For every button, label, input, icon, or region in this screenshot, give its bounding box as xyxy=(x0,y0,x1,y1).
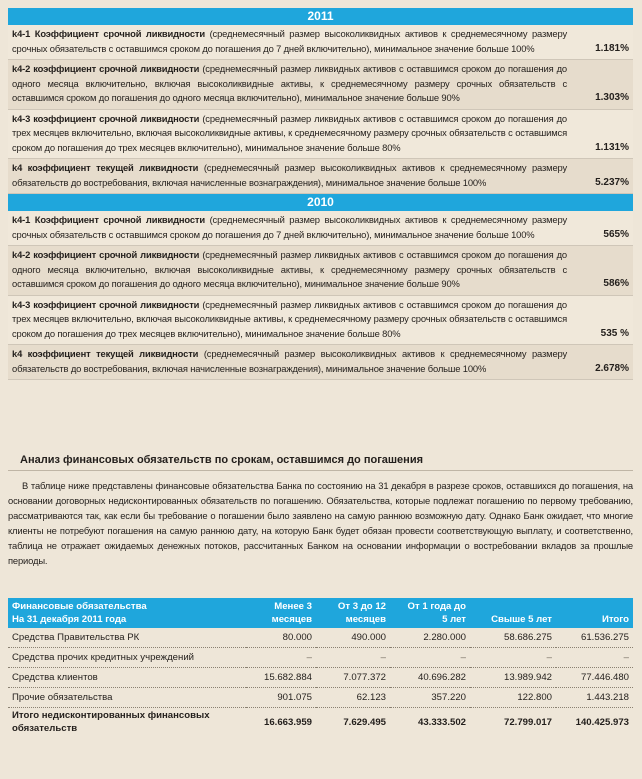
col-header-lt3m: Менее 3 месяцев xyxy=(271,601,312,625)
col-header-over5y: Свыше 5 лет xyxy=(491,614,552,625)
col-header-3-12m: От 3 до 12 месяцев xyxy=(337,601,386,625)
ratio-name: k4 коэффициент текущей ликвидности xyxy=(12,162,199,173)
ratio-row xyxy=(8,110,633,160)
section-divider xyxy=(8,470,633,471)
ratio-desc: (среднемесячный размер ликвидных активов с оставшимся сроком до погашения до трех месяцев включительно, включая высоколиквидные активы, к среднемесячному размеру срочных обязательств с оставшимся сроком до погашения до трех месяцев включительно), минимальное значение больше 80% xyxy=(12,298,567,339)
ratio-name: k4-3 коэффициент срочной ликвидности xyxy=(12,298,200,310)
section-paragraph: В таблице ниже представлены финансовые обязательства Банка по состоянию на 31 декабря в разрезе сроков, оставшихся до погашения, на основании договорных недисконтированных обязательств по погашению. Обязательства, которые подлежат погашению по первому требованию, рассматриваются так, как если бы требование о погашении было заявлено на самую раннюю возможную дату. Однако Банк ожидает, что многие клиенты не потребуют погашения на самую раннюю дату, на которую Банк будет обязан провести соответствующую выплату, и соответственно, таблица не отражает ожидаемых денежных потоков, рассчитанных Банком на основании информации о востребовании вкладов за прошлые периоды. xyxy=(8,480,633,566)
ratio-value: 1.181% xyxy=(595,42,629,54)
table-row: Средства клиентов 15.682.884 7.077.372 40.696.282 13.989.942 77.446.480 xyxy=(8,668,633,688)
section-title: Анализ финансовых обязательств по срокам, оставшимся до погашения xyxy=(20,454,423,466)
ratio-desc: (среднемесячный размер ликвидных активов с оставшимся сроком до погашения до одного месяца включительно, включая высоколиквидные активы, к среднемесячному размеру срочных обязательств с оставшимся сроком до погашения до одного месяца включительно), минимальное значение больше 90% xyxy=(12,249,567,289)
col-header-1-5y: От 1 года до 5 лет xyxy=(407,601,466,625)
ratio-row xyxy=(8,159,633,194)
table-row: Средства Правительства РК 80.000 490.000 2.280.000 58.686.275 61.536.275 xyxy=(8,628,633,648)
ratio-value: 586% xyxy=(603,278,629,289)
liquidity-ratios xyxy=(8,8,633,380)
ratio-value: 1.303% xyxy=(595,92,629,103)
ratio-desc: (среднемесячный размер высоколиквидных активов к среднемесячному размеру обязательств до востребования, включая начисленные вознаграждения), минимальное значение больше 100% xyxy=(12,348,567,374)
table-row: Средства прочих кредитных учреждений – – – – – xyxy=(8,648,633,668)
ratio-row xyxy=(8,60,633,110)
ratio-desc: (среднемесячный размер высоколиквидных активов к среднемесячному размеру обязательств до востребования, включая начисленные вознаграждения), минимальное значение больше 100% xyxy=(12,162,567,188)
ratio-value: 535 % xyxy=(600,327,629,339)
ratio-value: 2.678% xyxy=(595,362,629,374)
ratio-name: k4-2 коэффициент срочной ликвидности xyxy=(12,249,200,260)
liabilities-table xyxy=(8,598,633,736)
ratio-value: 1.131% xyxy=(595,141,629,153)
ratio-value: 5.237% xyxy=(595,176,629,188)
ratio-desc: (среднемесячный размер ликвидных активов с оставшимся сроком до погашения до трех месяцев включительно, включая высоколиквидные активы, к среднемесячному размеру срочных обязательств с оставшимся сроком до погашения до трех месяцев включительно), минимальное значение больше 80% xyxy=(12,112,567,153)
col-header-total: Итого xyxy=(601,614,629,625)
ratio-name: k4 коэффициент текущей ликвидности xyxy=(12,348,199,359)
ratio-value: 565% xyxy=(603,228,629,240)
ratio-row xyxy=(8,25,633,60)
year-header-2011: 2011 xyxy=(8,8,633,25)
table-header-row xyxy=(8,598,633,628)
ratio-name: k4-2 коэффициент срочной ликвидности xyxy=(12,63,200,74)
ratio-desc: (среднемесячный размер высоколиквидных активов к среднемесячному размеру срочных обязательств с оставшимся сроком до погашения до 7 дней включительно), минимальное значение больше 100% xyxy=(12,214,567,240)
ratio-desc: (среднемесячный размер высоколиквидных активов к среднемесячному размеру срочных обязательств с оставшимся сроком до погашения до 7 дней включительно), минимальное значение больше 100% xyxy=(12,28,567,54)
year-header-2010: 2010 xyxy=(8,194,633,211)
ratio-desc: (среднемесячный размер ликвидных активов с оставшимся сроком до погашения до одного месяца включительно, включая высоколиквидные активы, к среднемесячному размеру срочных обязательств с оставшимся сроком до погашения до одного месяца включительно), минимальное значение больше 90% xyxy=(12,63,567,103)
ratio-row xyxy=(8,211,633,246)
ratio-row xyxy=(8,296,633,346)
ratio-row xyxy=(8,246,633,296)
table-total-row: Итого недисконтированных финансовых обязательств 16.663.959 7.629.495 43.333.502 72.799.017 140.425.973 xyxy=(12,710,629,734)
ratio-name: k4-1 Коэффициент срочной ликвидности xyxy=(12,28,205,39)
col-header-liabilities: Финансовые обязательства На 31 декабря 2011 года xyxy=(12,601,147,625)
ratio-name: k4-1 Коэффициент срочной ликвидности xyxy=(12,214,205,225)
ratio-name: k4-3 коэффициент срочной ликвидности xyxy=(12,112,200,124)
table-row: Прочие обязательства 901.075 62.123 357.220 122.800 1.443.218 xyxy=(8,688,633,708)
ratio-row xyxy=(8,345,633,380)
